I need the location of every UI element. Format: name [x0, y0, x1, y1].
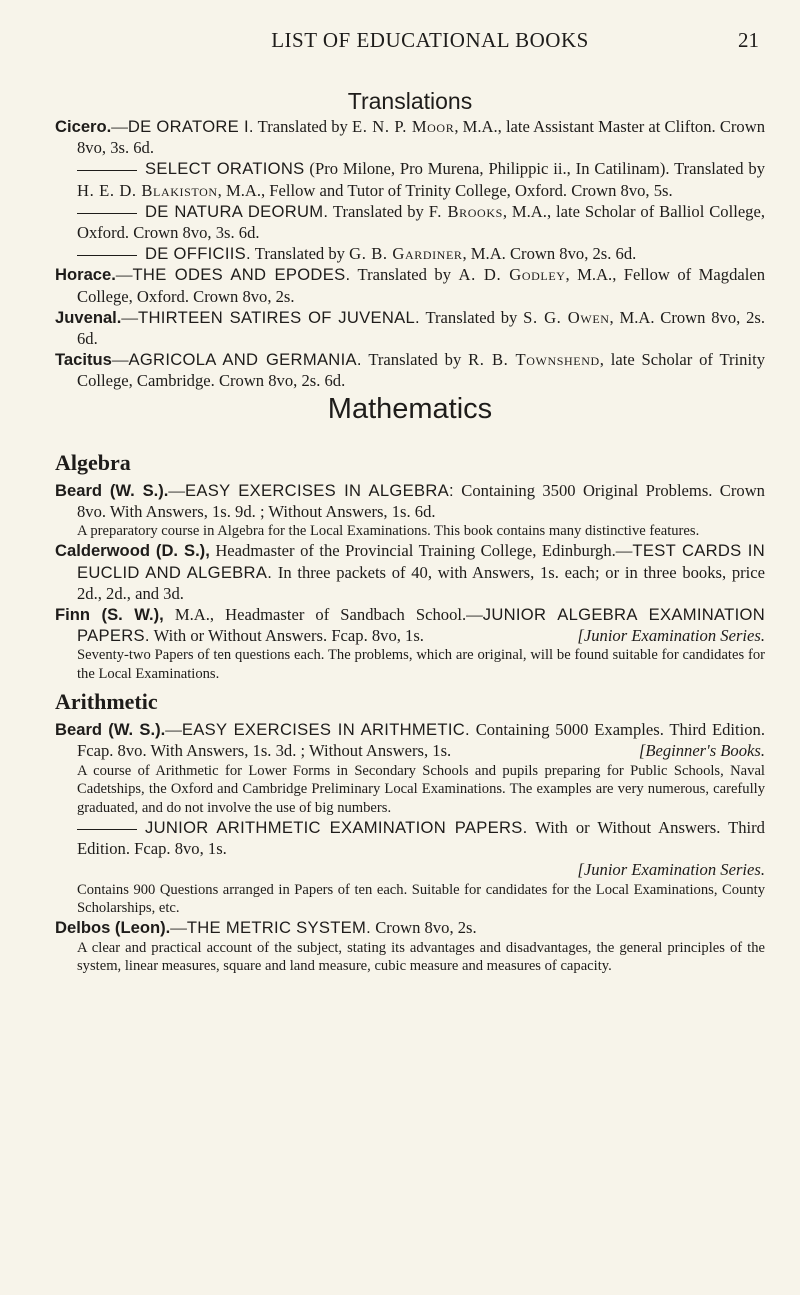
list-item — [55, 604, 765, 646]
subsection-heading-algebra: Algebra — [55, 449, 131, 475]
list-item — [55, 201, 765, 243]
entry-text: , M.A. Crown 8vo, 2s. 6d. — [77, 307, 765, 349]
entry-title: THIRTEEN SATIRES OF JUVENAL. — [138, 307, 420, 327]
entry-text: , M.A., late Scholar of Balliol College, Oxford. Crown 8vo, 3s. 6d. — [77, 201, 765, 243]
entry-description: A course of Arithmetic for Lower Forms in Secondary Schools and pupils preparing for Public Schools, Naval Cadetships, the Oxford and Cambridge Preliminary Local Examinations. The examples are very numerous, carefully graduated, and do not involve the use of big numbers. — [77, 762, 765, 816]
entry-author: Horace. — [55, 265, 116, 285]
entry-text: (Pro Milone, Pro Murena, Philippic ii., In Catilinam). Translated by — [304, 159, 766, 179]
entry-translator: R. B. Townshend — [468, 350, 600, 370]
entry-translator: E. N. P. Moor — [352, 117, 455, 136]
entry-text: Translated by — [250, 244, 350, 264]
entry-translator: A. D. Godley — [458, 265, 566, 285]
entry-translator: H. E. D. Blakiston — [77, 180, 218, 200]
section-heading-mathematics: Mathematics — [327, 392, 493, 425]
list-item — [55, 540, 765, 604]
ditto-rule — [77, 829, 137, 830]
entry-author: Beard (W. S.). — [55, 720, 166, 740]
entry-text: , late Scholar of Trinity College, Cambridge. Crown 8vo, 2s. 6d. — [77, 350, 765, 391]
entry-author: Calderwood (D. S.), — [55, 541, 210, 561]
list-item — [55, 349, 765, 391]
entry-separator: — — [115, 265, 133, 285]
entry-author: Finn (S. W.), — [55, 605, 164, 625]
section-heading-translations: Translations — [347, 88, 473, 114]
series-label: [Beginner's Books. — [638, 741, 765, 761]
entry-text: , M.A., Fellow and Tutor of Trinity College, Oxford. Crown 8vo, 5s. — [217, 180, 673, 200]
series-label: [Junior Examination Series. — [577, 626, 765, 646]
entry-text: With or Without Answers. Third Edition. Fcap. 8vo, 1s. — [77, 817, 765, 859]
entry-title: JUNIOR ALGEBRA EXAMINATION PAPERS. — [77, 605, 766, 646]
entry-description: A clear and practical account of the subject, stating its advantages and disadvantages, the general principles of the system, linear measures, square and land measure, cubic measure and measures of capacity. — [77, 939, 765, 974]
ditto-rule — [77, 213, 137, 214]
entry-text: Containing 3500 Original Problems. Crown 8vo. With Answers, 1s. 9d. ; Without Answers, 1s. 6d. — [77, 480, 765, 521]
entry-text: Headmaster of the Provincial Training College, Edinburgh.— — [209, 541, 633, 561]
subsection-heading-arithmetic: Arithmetic — [55, 689, 158, 715]
entry-text: With or Without Answers. Fcap. 8vo, 1s. — [149, 626, 424, 646]
entry-description: A preparatory course in Algebra for the Local Examinations. This book contains many distinctive features. — [77, 523, 700, 540]
entry-separator: — — [111, 350, 129, 370]
entry-text: Translated by — [253, 117, 352, 136]
entry-description: Seventy-two Papers of ten questions each. The problems, which are original, will be found suitable for candidates for the Local Examinations. — [77, 647, 765, 682]
entry-title: DE OFFICIIS. — [145, 244, 251, 264]
entry-author: Delbos (Leon). — [55, 918, 171, 938]
entry-title: DE NATURA DEORUM. — [145, 201, 329, 221]
entry-text: M.A., Headmaster of Sandbach School.— — [163, 605, 483, 625]
entry-title: TEST CARDS IN EUCLID AND ALGEBRA. — [77, 541, 766, 582]
entry-text: In three packets of 40, with Answers, 1s. each; or in three books, price 2d., 2d., and 3d. — [77, 562, 765, 603]
entry-title: EASY EXERCISES IN ALGEBRA: — [184, 480, 454, 500]
list-item — [55, 243, 765, 264]
entry-text: Crown 8vo, 2s. — [371, 918, 477, 938]
entry-title: JUNIOR ARITHMETIC EXAMINATION PAPERS. — [145, 817, 528, 837]
list-item — [55, 307, 765, 349]
running-head: LIST OF EDUCATIONAL BOOKS — [271, 28, 589, 52]
entry-separator: — — [170, 918, 187, 938]
entry-translator: G. B. Gardiner — [349, 244, 463, 264]
entry-title: DE ORATORE I. — [127, 117, 254, 136]
entry-text: , M.A., Fellow of Magdalen College, Oxford. Crown 8vo, 2s. — [77, 265, 766, 306]
entry-description: Contains 900 Questions arranged in Papers of ten each. Suitable for candidates for the Local Examinations, County Scholarships, etc. — [77, 881, 765, 916]
page-number: 21 — [738, 28, 759, 52]
entry-title: EASY EXERCISES IN ARITHMETIC. — [181, 720, 470, 740]
list-item — [55, 158, 765, 200]
entry-translator: S. G. Owen — [523, 307, 610, 327]
list-item — [55, 480, 765, 522]
entry-text: , M.A., late Assistant Master at Clifton. Crown 8vo, 3s. 6d. — [77, 117, 765, 158]
entry-text: Containing 5000 Examples. Third Edition. Fcap. 8vo. With Answers, 1s. 3d. ; Without Answers, 1s. — [77, 720, 765, 761]
entry-text: Translated by — [361, 350, 469, 370]
entry-text: Translated by — [350, 265, 459, 285]
list-item — [55, 917, 765, 938]
list-item — [55, 116, 765, 158]
entry-title: THE METRIC SYSTEM. — [186, 918, 372, 938]
list-item — [55, 719, 765, 761]
entry-author: Cicero. — [55, 117, 112, 136]
entry-title: THE ODES AND EPODES. — [132, 265, 351, 285]
page-content — [55, 86, 765, 975]
list-item — [55, 264, 765, 306]
entry-text: , M.A. Crown 8vo, 2s. 6d. — [462, 244, 637, 264]
entry-separator: — — [121, 307, 139, 327]
series-label: [Junior Examination Series. — [577, 860, 765, 880]
entry-text: Translated by — [419, 307, 524, 327]
entry-separator: — — [111, 117, 128, 136]
entry-translator: F. Brooks — [428, 201, 503, 221]
entry-separator: — — [165, 720, 182, 740]
entry-title: AGRICOLA AND GERMANIA. — [128, 350, 362, 370]
entry-text: Translated by — [328, 201, 429, 221]
ditto-rule — [77, 255, 137, 256]
entry-author: Juvenal. — [55, 307, 122, 327]
entry-separator: — — [168, 480, 185, 500]
entry-author: Tacitus — [55, 350, 112, 370]
ditto-rule — [77, 170, 137, 171]
list-item — [55, 817, 765, 859]
entry-author: Beard (W. S.). — [55, 480, 169, 500]
entry-title: SELECT ORATIONS — [145, 159, 305, 179]
